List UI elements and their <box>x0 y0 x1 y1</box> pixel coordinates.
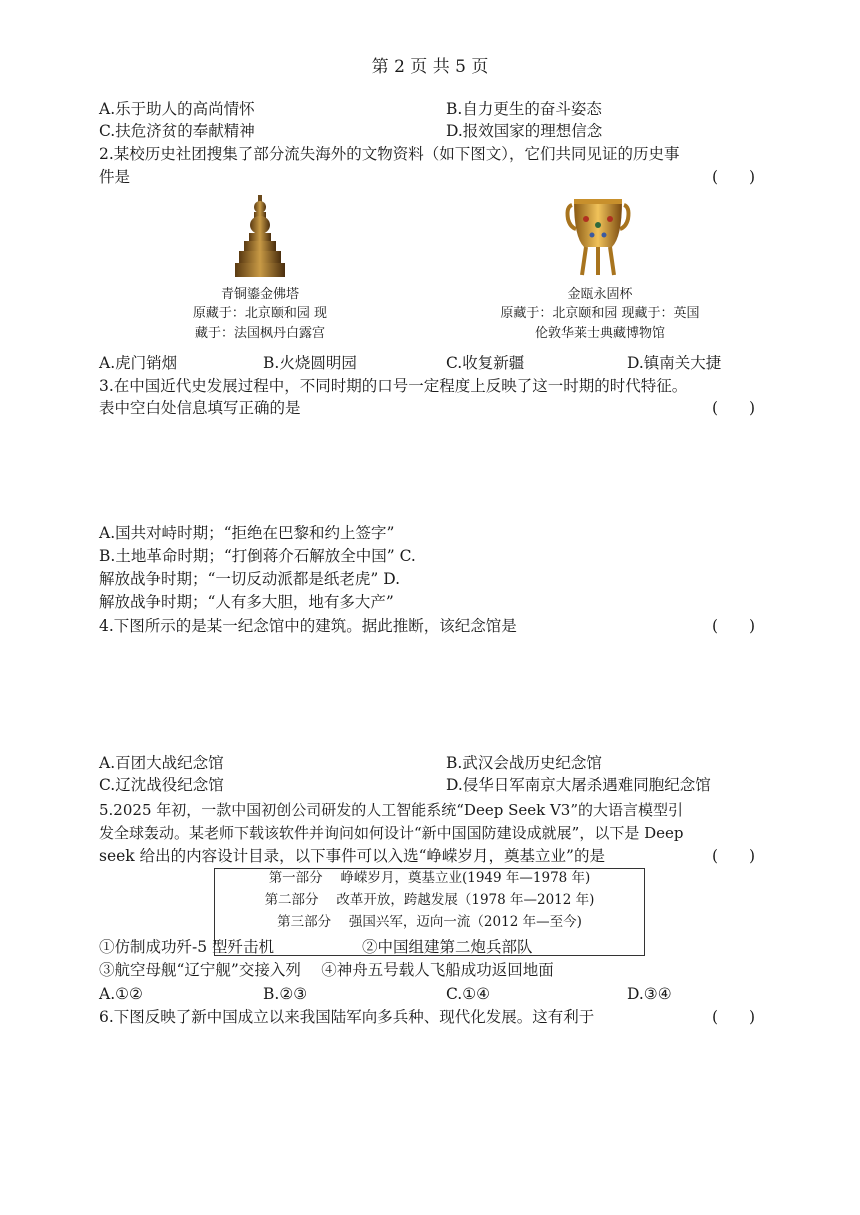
page-number: 第 2 页 共 5 页 <box>371 57 489 77</box>
q1-option-c: C.扶危济贫的奉献精神 <box>99 122 255 140</box>
q2-option-c: C.收复新疆 <box>446 354 525 372</box>
q2-stem-line2: 件是 <box>99 168 131 186</box>
q5-option-b: B.②③ <box>263 985 308 1003</box>
q4-option-a: A.百团大战纪念馆 <box>99 754 224 772</box>
golden-cup-image <box>562 197 634 279</box>
artifact1-name: 青铜鎏金佛塔 <box>220 287 299 302</box>
q5-items-3-4: ③航空母舰“辽宁舰”交接入列 ④神舟五号载人飞船成功返回地面 <box>99 961 554 979</box>
artifact2-caption-line1: 原藏于：北京颐和园 现藏于：英国 <box>500 306 700 321</box>
q5-stem-line2: 发全球轰动。某老师下载该软件并询问如何设计“新中国国防建设成就展”，以下是 Deep <box>99 824 684 842</box>
q1-option-d: D.报效国家的理想信念 <box>446 122 603 140</box>
q3-option-line2: B.土地革命时期；“打倒蒋介石解放全中国” C. <box>99 547 416 565</box>
q5-answer-paren: ( ) <box>712 847 756 865</box>
q5-item-2: ②中国组建第二炮兵部队 <box>362 938 533 956</box>
q5-option-c: C.①④ <box>446 985 491 1003</box>
q4-answer-paren: ( ) <box>712 617 756 635</box>
q1-option-a: A.乐于助人的高尚情怀 <box>99 100 255 118</box>
q2-answer-paren: ( ) <box>712 168 756 186</box>
contents-part3: 第三部分 强国兴军，迈向一流（2012 年—至今) <box>277 914 582 930</box>
q5-option-d: D.③④ <box>627 985 672 1003</box>
q4-option-c: C.辽沈战役纪念馆 <box>99 776 224 794</box>
artifact2-caption-line2: 伦敦华莱士典藏博物馆 <box>534 326 665 341</box>
artifact1-caption-line1: 原藏于：北京颐和园 现 <box>192 306 328 321</box>
bronze-pagoda-image <box>232 195 288 279</box>
q1-option-b: B.自力更生的奋斗姿态 <box>446 100 602 118</box>
q3-stem-line1: 3.在中国近代史发展过程中，不同时期的口号一定程度上反映了这一时期的时代特征。 <box>99 377 688 395</box>
q2-option-d: D.镇南关大捷 <box>627 354 722 372</box>
q6-stem: 6.下图反映了新中国成立以来我国陆军向多兵种、现代化发展。这有利于 <box>99 1008 595 1026</box>
q2-stem-line1: 2.某校历史社团搜集了部分流失海外的文物资料（如下图文），它们共同见证的历史事 <box>99 145 680 163</box>
q5-option-a: A.①② <box>99 985 143 1003</box>
q5-item-1: ①仿制成功歼-5 型歼击机 <box>99 938 275 956</box>
contents-part1: 第一部分 峥嵘岁月，奠基立业(1949 年—1978 年) <box>268 870 591 886</box>
q3-stem-line2: 表中空白处信息填写正确的是 <box>99 399 301 417</box>
q5-stem-line1: 5.2025 年初，一款中国初创公司研发的人工智能系统“Deep Seek V3”的大语言模型引 <box>99 801 684 819</box>
q2-option-b: B.火烧圆明园 <box>263 354 357 372</box>
q4-option-b: B.武汉会战历史纪念馆 <box>446 754 602 772</box>
q5-stem-line3: seek 给出的内容设计目录，以下事件可以入选“峥嵘岁月，奠基立业”的是 <box>99 847 605 865</box>
artifact1-caption-line2: 藏于：法国枫丹白露宫 <box>194 326 325 341</box>
q3-option-line1: A.国共对峙时期；“拒绝在巴黎和约上签字” <box>99 524 395 542</box>
q6-answer-paren: ( ) <box>712 1008 756 1026</box>
contents-part2: 第二部分 改革开放，跨越发展（1978 年—2012 年) <box>264 892 595 908</box>
q4-stem: 4.下图所示的是某一纪念馆中的建筑。据此推断，该纪念馆是 <box>99 617 517 635</box>
q4-option-d: D.侵华日军南京大屠杀遇难同胞纪念馆 <box>446 776 711 794</box>
q2-option-a: A.虎门销烟 <box>99 354 178 372</box>
q3-option-line3: 解放战争时期；“一切反动派都是纸老虎” D. <box>99 570 401 588</box>
q3-answer-paren: ( ) <box>712 399 756 417</box>
q3-option-line4: 解放战争时期；“人有多大胆，地有多大产” <box>99 593 394 611</box>
artifact2-name: 金瓯永固杯 <box>567 287 633 302</box>
